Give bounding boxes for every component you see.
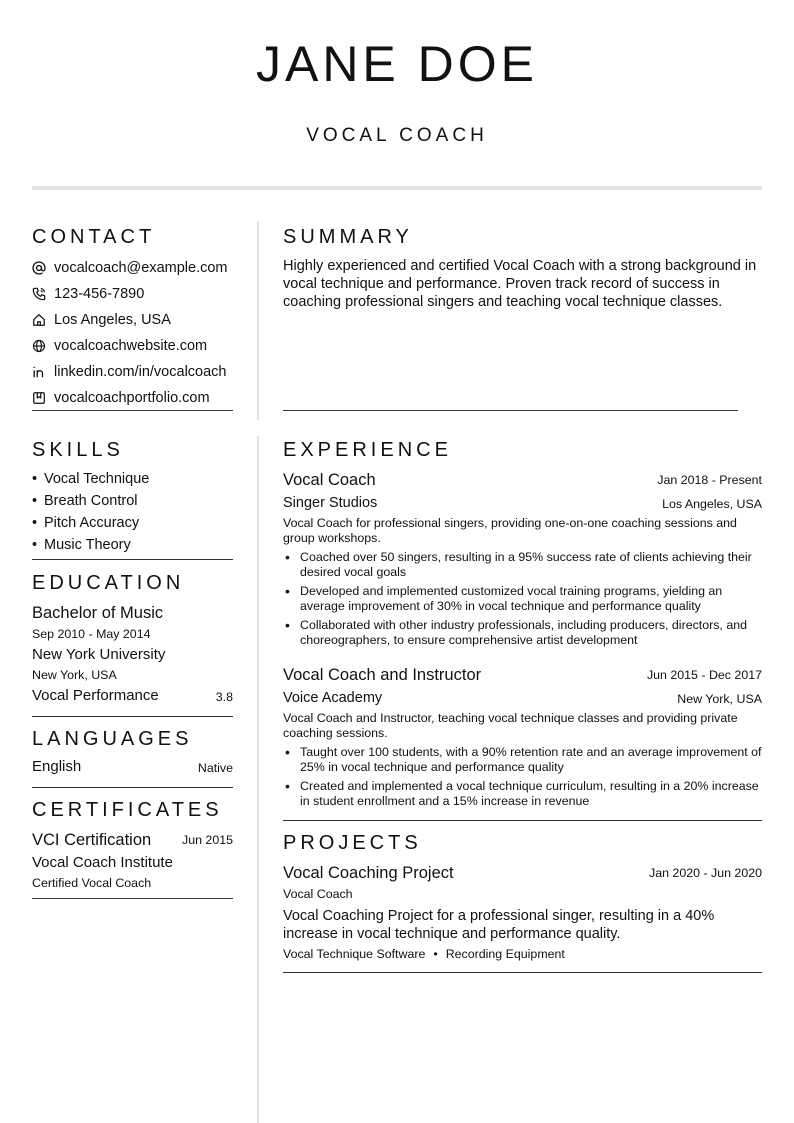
project-tag: Vocal Technique Software — [283, 947, 426, 961]
job-bullet: • Developed and implemented customized vocal training programs, yielding an average improvement of 30% in vocal technique and performance quality — [283, 584, 763, 614]
globe-icon — [32, 338, 54, 354]
skills-list — [32, 468, 252, 556]
contact-location-text: Los Angeles, USA — [54, 312, 171, 328]
skill-item: • Breath Control — [32, 490, 252, 512]
education-dates: Sep 2010 - May 2014 — [32, 627, 151, 641]
skills-divider — [32, 559, 233, 560]
contact-phone[interactable] — [32, 281, 262, 307]
project-description: Vocal Coaching Project for a professional singer, resulting in a 40% increase in vocal technique and performance quality. — [283, 908, 715, 942]
skill-item: • Vocal Technique — [32, 468, 252, 490]
job-bullet: • Taught over 100 students, with a 90% retention rate and an average improvement of 25% in vocal technique and performance quality — [283, 745, 763, 775]
summary-heading: SUMMARY — [283, 226, 413, 248]
certificates-divider — [32, 898, 233, 899]
job-location: New York, USA — [677, 692, 762, 706]
skills-heading: SKILLS — [32, 439, 124, 461]
job-title: Vocal Coach — [283, 471, 376, 489]
job-title-header: VOCAL COACH — [306, 125, 488, 146]
contact-divider — [32, 410, 233, 411]
phone-icon — [32, 286, 54, 302]
header-divider — [32, 186, 762, 190]
contact-linkedin-text: linkedin.com/in/vocalcoach — [54, 364, 227, 380]
portfolio-icon — [32, 390, 54, 406]
job-title: Vocal Coach and Instructor — [283, 666, 482, 684]
candidate-name: JANE DOE — [255, 36, 539, 92]
certificate-detail: Certified Vocal Coach — [32, 876, 152, 890]
certificate-issuer: Vocal Coach Institute — [32, 854, 173, 871]
project-tags — [283, 946, 565, 962]
experience-divider — [283, 820, 762, 821]
experience-heading: EXPERIENCE — [283, 439, 452, 461]
project-role: Vocal Coach — [283, 887, 353, 901]
job-description: Vocal Coach and Instructor, teaching vocal technique classes and providing private coaching sessions. — [283, 711, 738, 740]
contact-linkedin[interactable] — [32, 359, 262, 385]
contact-email[interactable] — [32, 255, 262, 281]
summary-divider — [283, 410, 738, 411]
bullet-icon: • — [32, 493, 38, 509]
education-field: Vocal Performance — [32, 687, 159, 704]
job-bullets — [283, 550, 763, 652]
job-description: Vocal Coach for professional singers, providing one-on-one coaching sessions and group workshops. — [283, 516, 737, 545]
skill-item: • Pitch Accuracy — [32, 512, 252, 534]
job-dates: Jan 2018 - Present — [657, 473, 762, 487]
contact-phone-text: 123-456-7890 — [54, 286, 145, 302]
project-dates: Jan 2020 - Jun 2020 — [649, 866, 762, 880]
summary-text: Highly experienced and certified Vocal Coach with a strong background in vocal technique and performance. Proven track record of success in coaching professional singers and teaching vocal technique classes. — [283, 258, 757, 310]
language-name: English — [32, 758, 82, 775]
education-school: New York University — [32, 646, 166, 663]
contact-heading: CONTACT — [32, 226, 156, 248]
education-gpa: 3.8 — [215, 690, 233, 704]
contact-list — [32, 255, 262, 411]
skill-item: • Music Theory — [32, 534, 252, 556]
project-tag: Recording Equipment — [445, 947, 565, 961]
column-divider-lower — [257, 436, 259, 1123]
bullet-icon: • — [32, 537, 38, 553]
projects-divider — [283, 972, 762, 973]
job-bullets — [283, 745, 763, 813]
certificates-heading: CERTIFICATES — [32, 799, 223, 821]
language-level: Native — [197, 761, 233, 775]
job-company: Singer Studios — [283, 495, 378, 511]
education-location: New York, USA — [32, 668, 117, 682]
job-bullet: • Collaborated with other industry professionals, including producers, directors, and choreographers, to ensure comprehensive artist development — [283, 618, 763, 648]
education-degree: Bachelor of Music — [32, 604, 164, 622]
job-company: Voice Academy — [283, 690, 383, 706]
bullet-icon: • — [32, 515, 38, 531]
languages-divider — [32, 787, 233, 788]
projects-heading: PROJECTS — [283, 832, 422, 854]
contact-portfolio-text: vocalcoachportfolio.com — [54, 390, 210, 406]
bullet-icon: • — [433, 947, 438, 961]
job-location: Los Angeles, USA — [662, 497, 762, 511]
contact-website-text: vocalcoachwebsite.com — [54, 338, 208, 354]
education-heading: EDUCATION — [32, 572, 185, 594]
project-name: Vocal Coaching Project — [283, 864, 454, 882]
contact-email-text: vocalcoach@example.com — [54, 260, 228, 276]
at-icon — [32, 260, 54, 276]
contact-portfolio[interactable] — [32, 385, 262, 411]
languages-heading: LANGUAGES — [32, 728, 193, 750]
certificate-date: Jun 2015 — [182, 833, 233, 847]
linkedin-icon — [32, 364, 54, 380]
job-dates: Jun 2015 - Dec 2017 — [646, 668, 762, 682]
home-icon — [32, 312, 54, 328]
contact-website[interactable] — [32, 333, 262, 359]
bullet-icon: • — [32, 471, 38, 487]
job-bullet: • Created and implemented a vocal technique curriculum, resulting in a 20% increase in student enrollment and a 15% increase in revenue — [283, 779, 763, 809]
education-divider — [32, 716, 233, 717]
job-bullet: • Coached over 50 singers, resulting in a 95% success rate of clients achieving their desired vocal goals — [283, 550, 763, 580]
certificate-name: VCI Certification — [32, 831, 152, 849]
contact-location — [32, 307, 262, 333]
